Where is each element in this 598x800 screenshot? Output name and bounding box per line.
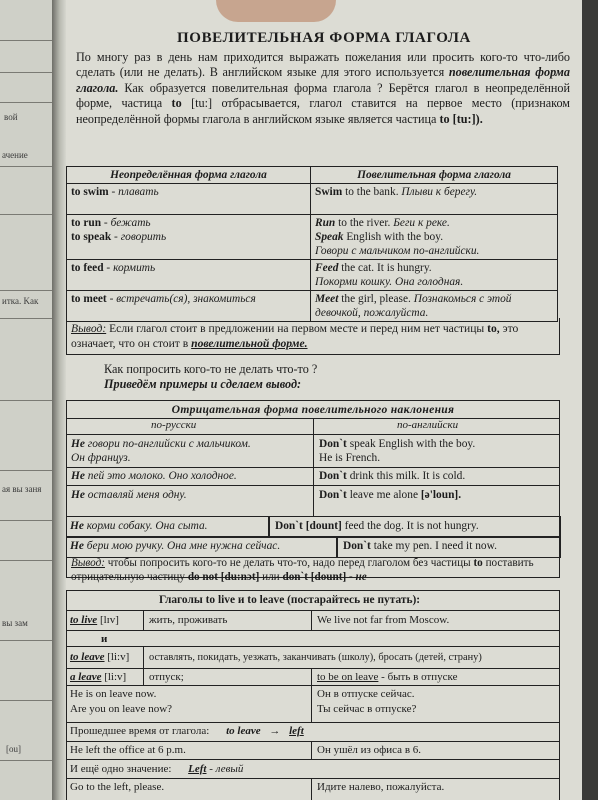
table-row: to run - бежать to speak - говорить Run to the river. Беги к реке. Speak English with the boy. Говори с мальчиком по-английски. (67, 215, 558, 260)
table-row (66, 516, 270, 538)
table-row (319, 488, 461, 502)
dont-word: Don`t (319, 470, 347, 482)
row-ru: оставляй меня одну. (87, 489, 187, 501)
table-row (71, 488, 187, 502)
question-block (104, 362, 317, 392)
example-ru: Идите налево, пожалуйста. (317, 781, 445, 793)
conclusion-text: это означает, что он стоит в (71, 322, 519, 350)
imperative-ru: Говори с мальчиком по-английски. (315, 245, 480, 257)
conclusion-ne: - не (349, 571, 367, 583)
aleave-word: a leave (70, 671, 102, 683)
infinitive-en: to swim (71, 186, 109, 198)
example-ru: Он ушёл из офиса в 6. (317, 744, 422, 756)
intro-transcription: [tu:] (191, 96, 213, 111)
infinitive-en: to feed (71, 262, 104, 274)
conclusion-dont: don`t (282, 571, 308, 583)
imperative-verb: Feed (315, 262, 339, 274)
dont-word: Don`t (343, 540, 371, 552)
table2-col-ru: по-русски (151, 419, 197, 431)
infinitive-ru: бежать (110, 217, 151, 229)
table-row (319, 469, 465, 483)
aleave-transcription: [li:v] (104, 671, 127, 683)
live-ru: жить, проживать (149, 614, 228, 626)
leave-word: to leave (70, 651, 105, 663)
infinitive-imperative-table (66, 166, 558, 322)
table-row (268, 516, 561, 538)
example-en: He left the office at 6 p.m. (70, 744, 186, 756)
infinitive-en: to run (71, 217, 102, 229)
example-en: Are you on leave now? (70, 703, 173, 715)
left-page-fragment: итка. Kaк (2, 296, 39, 306)
table-row (71, 469, 237, 483)
infinitive-en: to speak (71, 231, 112, 243)
imperative-en: the cat. It is hungry. (341, 262, 432, 274)
table-row (319, 437, 475, 465)
infinitive-ru: плавать (118, 186, 159, 198)
intro-text: отбрасывается, глагол ставится на первое место (признаком неопределённой формы глагола в английском языке является частица (76, 96, 571, 126)
negative-imperative-table (66, 400, 560, 583)
conclusion-term: повелительной форме. (191, 337, 308, 350)
conclusion-transcription: [du:nɔt] (220, 571, 260, 583)
and-word: и (101, 633, 108, 645)
intro-transcription: [tu:]). (452, 111, 483, 126)
left-page-fragment: вой (4, 112, 18, 122)
table-row (71, 437, 251, 465)
infinitive-en: to meet (71, 293, 107, 305)
intro-particle: to (171, 96, 182, 111)
table-row: to swim - плавать Swim to the bank. Плыви к берегу. (67, 184, 558, 215)
conclusion-label: Вывод: (71, 557, 105, 569)
imperative-ru: Беги к реке. (393, 217, 450, 229)
conclusion-transcription: [dount] (310, 571, 347, 583)
left-page-fragment: [ou] (6, 744, 21, 754)
imperative-en: the girl, please. (341, 293, 411, 305)
neg-particle-ru: Не (70, 540, 84, 552)
example-ru: Ты сейчас в отпуске? (317, 703, 417, 715)
intro-particle: to (439, 111, 450, 126)
question-prompt: Приведём примеры и сделаем вывод: (104, 377, 302, 391)
example-ru: Он в отпуске сейчас. (317, 688, 415, 700)
table-header-imperative: Повелительная форма глагола (311, 167, 558, 184)
left-ru: - левый (209, 763, 244, 775)
imperative-ru: Плыви к берегу. (401, 186, 478, 198)
aleave-word-cell (70, 671, 126, 684)
intro-term: повелительная форма глагола. (76, 65, 570, 95)
row-ru: пей это молоко. Оно холодное. (87, 470, 237, 482)
left-page (0, 0, 54, 800)
row-transcription: [ə'loun]. (420, 489, 462, 501)
past-tense-row (70, 725, 304, 738)
imperative-ru: Покорми кошку. Она голодная. (315, 276, 464, 288)
row-transcription: [dount] (305, 520, 342, 532)
page-title: ПОВЕЛИТЕЛЬНАЯ ФОРМА ГЛАГОЛА (177, 30, 471, 46)
onleave-ru: - быть в отпуске (381, 671, 458, 683)
textbook-page (66, 0, 582, 800)
conclusion-label: Вывод: (71, 322, 107, 335)
neg-particle-ru: Не (71, 438, 85, 450)
book-spine (52, 0, 66, 800)
example-en: Go to the left, please. (70, 781, 165, 793)
onleave-phrase: to be on leave (317, 671, 379, 683)
row-ru: корми собаку. Она сыта. (86, 520, 208, 532)
left-word: Left (188, 763, 207, 775)
leave-word-cell (70, 651, 129, 664)
intro-paragraph (76, 50, 570, 127)
row-en: feed the dog. It is not hungry. (344, 520, 479, 532)
table-row: to meet - встречать(ся), знакомиться Meet the girl, please. Познакомься с этой девочкой, пожалуйста. (67, 291, 558, 322)
table2-title: Отрицательная форма повелительного наклонения (171, 403, 455, 416)
past-from: to leave (226, 725, 261, 737)
conclusion-box-2 (71, 556, 555, 584)
conclusion-text: Если глагол стоит в предложении на первом месте и перед ним нет частицы (109, 322, 485, 335)
imperative-verb: Speak (315, 231, 344, 243)
arrow-icon: → (269, 725, 281, 737)
table-row: to feed - кормить Feed the cat. It is hungry. Покорми кошку. Она голодная. (67, 260, 558, 291)
row-en: leave me alone (349, 489, 419, 501)
infinitive-ru: кормить (113, 262, 156, 274)
leave-transcription: [li:v] (107, 651, 130, 663)
live-leave-table (66, 590, 560, 800)
left-page-fragment: ачение (2, 150, 28, 160)
intro-text: По многу раз в день нам приходится выражать пожелания или просить кого-то что-либо сделать (или не делать). В английском языке для этого используется (76, 50, 570, 80)
imperative-ru: Познакомься с этой девочкой, пожалуйста. (315, 293, 512, 319)
dont-word: Don`t (275, 520, 303, 532)
page-edge-shadow (582, 0, 598, 800)
onleave-cell (317, 671, 457, 684)
question-text: Как попросить кого-то не делать что-то ? (104, 362, 318, 376)
live-example: We live not far from Moscow. (317, 614, 450, 626)
another-label: И ещё одно значение: (70, 763, 172, 775)
imperative-en: English with the boy. (346, 231, 444, 243)
imperative-verb: Meet (315, 293, 339, 305)
row-ru: говори по-английски с мальчиком. (87, 438, 251, 450)
intro-text: Как образуется повелительная форма глагола ? Берётся глагол в неопределённой форме, частица (76, 80, 571, 111)
table2-col-en: по-английски (397, 419, 459, 431)
neg-particle-ru: Не (70, 520, 84, 532)
conclusion-particle: to, (487, 322, 500, 335)
past-label: Прошедшее время от глагола: (70, 725, 210, 737)
table-header-infinitive: Неопределённая форма глагола (67, 167, 311, 184)
row-en: take my pen. I need it now. (373, 540, 497, 552)
imperative-en: to the river. (338, 217, 391, 229)
neg-particle-ru: Не (71, 470, 85, 482)
live-word: to live (70, 614, 98, 626)
aleave-ru: отпуск; (149, 671, 184, 683)
imperative-verb: Run (315, 217, 336, 229)
live-word-cell (70, 614, 119, 627)
row-en: speak English with the boy. (349, 438, 476, 450)
conclusion-text: или (262, 571, 280, 583)
conclusion-text: поставить отрицательную частицу (71, 557, 534, 583)
table-row (66, 536, 338, 558)
live-transcription: [lɪv] (99, 614, 119, 626)
row-en: He is French. (319, 452, 381, 464)
another-meaning-row (70, 763, 243, 776)
table3-title: Глаголы to live и to leave (постарайтесь не путать): (159, 594, 421, 606)
finger-at-top (216, 0, 336, 22)
example-en: He is on leave now. (70, 688, 157, 700)
row-en: drink this milk. It is cold. (349, 470, 466, 482)
imperative-en: to the bank. (345, 186, 399, 198)
past-to: left (289, 725, 304, 737)
imperative-verb: Swim (315, 186, 343, 198)
leave-ru: оставлять, покидать, уезжать, заканчивать (школу), бросать (детей, страну) (149, 652, 482, 663)
conclusion-donot: do not (187, 571, 218, 583)
row-ru: бери мою ручку. Она мне нужна сейчас. (86, 540, 281, 552)
conclusion-text: чтобы попросить кого-то не делать что-то, надо перед глаголом без частицы (107, 557, 471, 569)
conclusion-particle: to (473, 557, 483, 569)
row-ru: Он француз. (71, 452, 131, 464)
left-page-fragment: вы зам (2, 618, 28, 628)
dont-word: Don`t (319, 489, 347, 501)
dont-word: Don`t (319, 438, 347, 450)
conclusion-box (66, 318, 560, 355)
neg-particle-ru: Не (71, 489, 85, 501)
infinitive-ru: встречать(ся), знакомиться (116, 293, 256, 305)
table-row (336, 536, 561, 558)
left-page-fragment: ая вы заня (2, 484, 42, 494)
infinitive-ru: говорить (120, 231, 167, 243)
